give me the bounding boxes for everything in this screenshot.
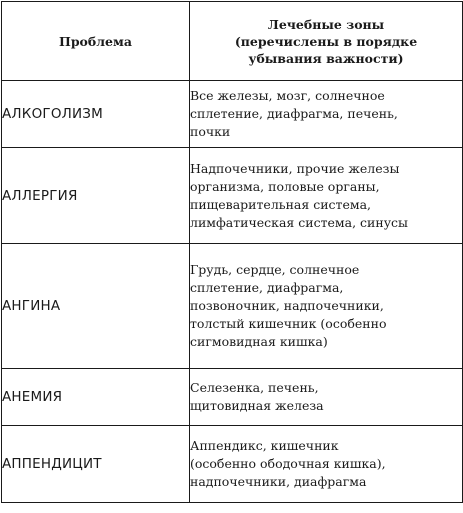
- zones-line: щитовидная железа: [190, 398, 324, 413]
- zones-line: Надпочечники, прочие железы: [190, 160, 400, 176]
- header-zones: [190, 2, 463, 81]
- zones-line: лимфатическая система, синусы: [190, 214, 408, 230]
- zones-line: организма, половые органы,: [190, 178, 380, 194]
- zones-cell: [190, 426, 463, 503]
- table-row: [2, 148, 463, 244]
- problem-cell: АЛЛЕРГИЯ: [2, 148, 190, 244]
- zones-line: пищеварительная система,: [190, 196, 371, 212]
- table-header-row: [2, 2, 463, 81]
- header-problem: Проблема: [2, 2, 190, 81]
- problem-cell: АЛКОГОЛИЗМ: [2, 81, 190, 148]
- zones-line: Селезенка, печень,: [190, 380, 319, 395]
- table-row: [2, 369, 463, 426]
- zones-line: (особенно ободочная кишка),: [190, 456, 386, 471]
- zones-line: Грудь, сердце, солнечное: [190, 262, 360, 277]
- zones-line: сплетение, диафрагма, печень,: [190, 106, 398, 121]
- zones-line: сплетение, диафрагма,: [190, 280, 344, 295]
- zones-cell: [190, 244, 463, 369]
- table-row: [2, 244, 463, 369]
- header-zones-line: убывания важности): [248, 50, 404, 66]
- zones-cell: [190, 369, 463, 426]
- zones-cell: [190, 148, 463, 244]
- zones-line: толстый кишечник (особенно: [190, 316, 387, 331]
- problem-cell: АППЕНДИЦИТ: [2, 426, 190, 503]
- header-zones-line: (перечислены в порядке: [234, 33, 418, 49]
- treatment-zones-table: [1, 1, 463, 503]
- table-row: [2, 81, 463, 148]
- zones-line: сигмовидная кишка): [190, 334, 328, 349]
- table-row: [2, 426, 463, 503]
- zones-line: позвоночник, надпочечники,: [190, 298, 384, 313]
- header-zones-line: Лечебные зоны: [267, 16, 385, 32]
- zones-line: надпочечники, диафрагма: [190, 474, 367, 489]
- zones-cell: [190, 81, 463, 148]
- problem-cell: АНГИНА: [2, 244, 190, 369]
- zones-line: почки: [190, 124, 231, 139]
- zones-line: Аппендикс, кишечник: [190, 438, 339, 453]
- problem-cell: АНЕМИЯ: [2, 369, 190, 426]
- zones-line: Все железы, мозг, солнечное: [190, 88, 385, 103]
